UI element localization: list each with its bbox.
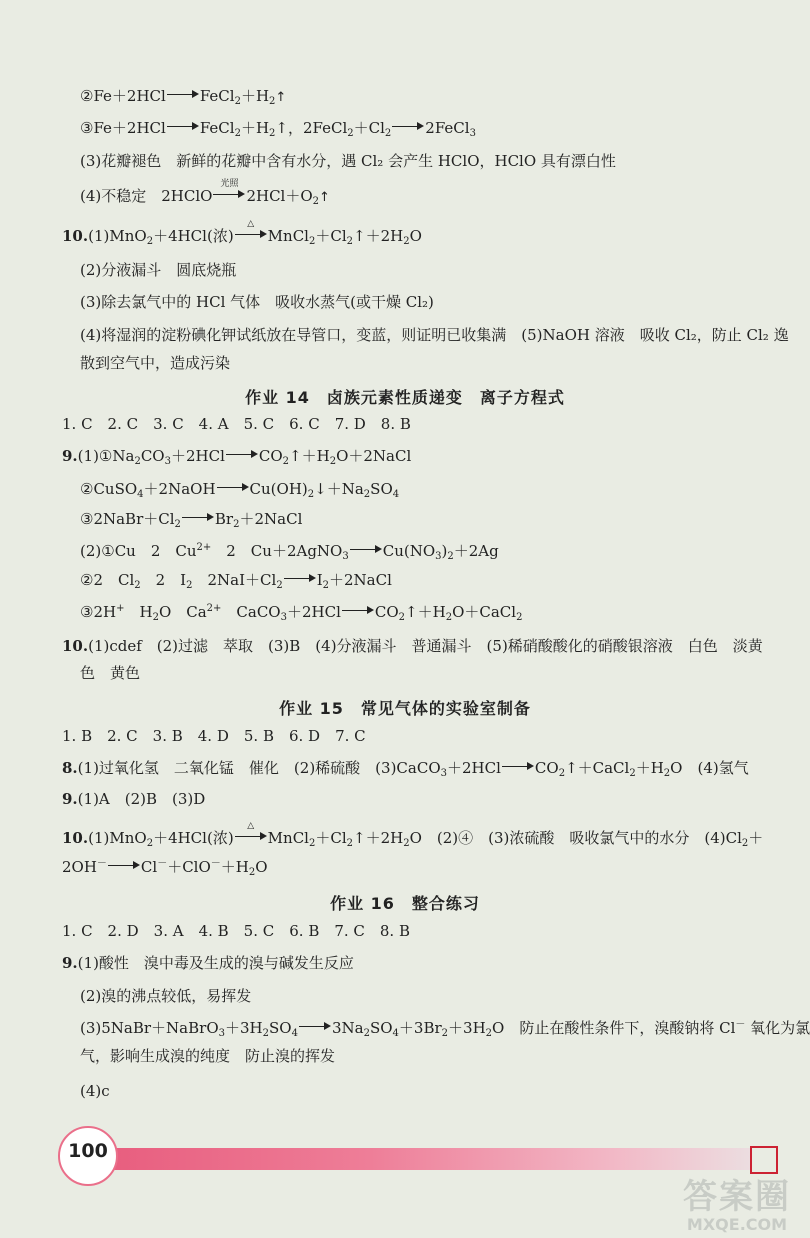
answer-line: 散到空气中，造成污染 — [80, 354, 231, 372]
answer-line: (2)分液漏斗 圆底烧瓶 — [80, 261, 237, 279]
answer-line: (3)花瓣褪色 新鲜的花瓣中含有水分，遇 Cl₂ 会产生 HClO，HClO 具有漂白性 — [80, 152, 616, 170]
page-number: 100 — [68, 1140, 108, 1162]
section-title-14: 作业 14 卤族元素性质递变 离子方程式 — [245, 388, 565, 407]
answer-line: 9.(1)A (2)B (3)D — [62, 790, 206, 808]
answer-line: 10.(1)MnO$_2$＋4HCl(浓) △ $MnCl_2+Cl_2↑+2H_2O$ (2)④ (3)浓硫酸 吸收氯气中的水分 $(4)Cl_2+$ — [62, 821, 764, 849]
section-title-16: 作业 16 整合练习 — [330, 894, 480, 913]
footer-bar — [60, 1148, 750, 1170]
reaction-arrow — [217, 482, 249, 492]
reaction-arrow — [182, 512, 214, 522]
reaction-arrow — [284, 573, 316, 583]
answer-line: (2)①Cu 2 $Cu^{2+}$ 2 Cu＋2AgNO$_3$ $Cu(NO_3)_2+2Ag$ — [80, 542, 499, 562]
reaction-arrow — [392, 121, 424, 131]
reaction-arrow — [299, 1021, 331, 1031]
choice-answers: 1. C 2. D 3. A 4. B 5. C 6. B 7. C 8. B — [62, 922, 410, 940]
reaction-arrow — [350, 544, 382, 554]
choice-answers: 1. C 2. C 3. C 4. A 5. C 6. C 7. D 8. B — [62, 415, 411, 433]
answer-line: ②CuSO$_4$＋2NaOH $Cu(OH)_2↓+Na_2SO_4$ — [80, 480, 400, 500]
reaction-arrow — [342, 605, 374, 615]
answer-line: $9.(1)①Na_2CO_3+2HCl$ $CO_2↑+H_2O+2NaCl$ — [62, 447, 412, 467]
section-title-15: 作业 15 常见气体的实验室制备 — [279, 699, 531, 718]
choice-answers: 1. B 2. C 3. B 4. D 5. B 6. D 7. C — [62, 727, 366, 745]
watermark-logo: 答案圈 MXQE.COM — [683, 1177, 791, 1234]
reaction-arrow: △ — [235, 229, 267, 239]
answer-line: ②2 $Cl_2$ 2 $I_2$ $2NaI+Cl_2$ $I_2+2NaCl$ — [80, 571, 392, 591]
answer-line: (4)c — [80, 1082, 110, 1100]
reaction-arrow: 光照 — [213, 189, 245, 199]
reaction-arrow — [226, 449, 258, 459]
answer-line: ②Fe＋2HCl $FeCl_2+H_2↑$ — [80, 87, 287, 107]
reaction-arrow — [167, 121, 199, 131]
answer-line: (4)将湿润的淀粉碘化钾试纸放在导管口，变蓝，则证明已收集满 (5)NaOH 溶液 吸收 Cl₂，防止 Cl₂ 逸 — [80, 326, 789, 344]
answer-line: $(3)5NaBr+NaBrO_3+3H_2SO_4$ $3Na_2SO_4+3Br_2+3H_2O$ 防止在酸性条件下，溴酸钠将 Cl－ 氧化为氯 — [80, 1019, 810, 1039]
answer-line: 10.(1)cdef (2)过滤 萃取 (3)B (4)分液漏斗 普通漏斗 (5)稀硝酸酸化的硝酸银溶液 白色 淡黄 — [62, 637, 763, 655]
answer-line: 10.(1)MnO$_2$＋4HCl(浓) △ $MnCl_2+Cl_2↑+2H_2O$ — [62, 219, 422, 247]
answer-line: (2)溴的沸点较低，易挥发 — [80, 987, 252, 1005]
corner-box-icon — [750, 1146, 778, 1174]
reaction-arrow — [108, 860, 140, 870]
answer-line: ③2H+ $H_2O$ $Ca^{2+}$ CaCO$_3$＋2HCl $CO_2↑+H_2O+CaCl_2$ — [80, 603, 523, 623]
answer-line: 2OH－ $Cl^-+ClO^-+H_2O$ — [62, 858, 268, 878]
answer-line: ③Fe＋2HCl $FeCl_2+H_2↑$，$2FeCl_2+Cl_2$ 2FeCl$_3$ — [80, 119, 476, 139]
reaction-arrow — [502, 761, 534, 771]
answer-line: (3)除去氯气中的 HCl 气体 吸收水蒸气(或干燥 Cl₂) — [80, 293, 434, 311]
answer-line: (4)不稳定 2HClO 光照 $2HCl+O_2↑$ — [80, 179, 330, 207]
answer-line: $③2NaBr+Cl_2$ $Br_2+2NaCl$ — [80, 510, 303, 530]
answer-line: 9.(1)酸性 溴中毒及生成的溴与碱发生反应 — [62, 954, 354, 972]
reaction-arrow: △ — [235, 831, 267, 841]
answer-line: 色 黄色 — [80, 664, 141, 682]
answer-line: 气，影响生成溴的纯度 防止溴的挥发 — [80, 1047, 336, 1065]
answer-line: 8.(1)过氧化氢 二氧化锰 催化 (2)稀硫酸 (3)CaCO$_3$＋2HCl $CO_2↑+CaCl_2+H_2O$ (4)氢气 — [62, 759, 749, 779]
reaction-arrow — [167, 89, 199, 99]
